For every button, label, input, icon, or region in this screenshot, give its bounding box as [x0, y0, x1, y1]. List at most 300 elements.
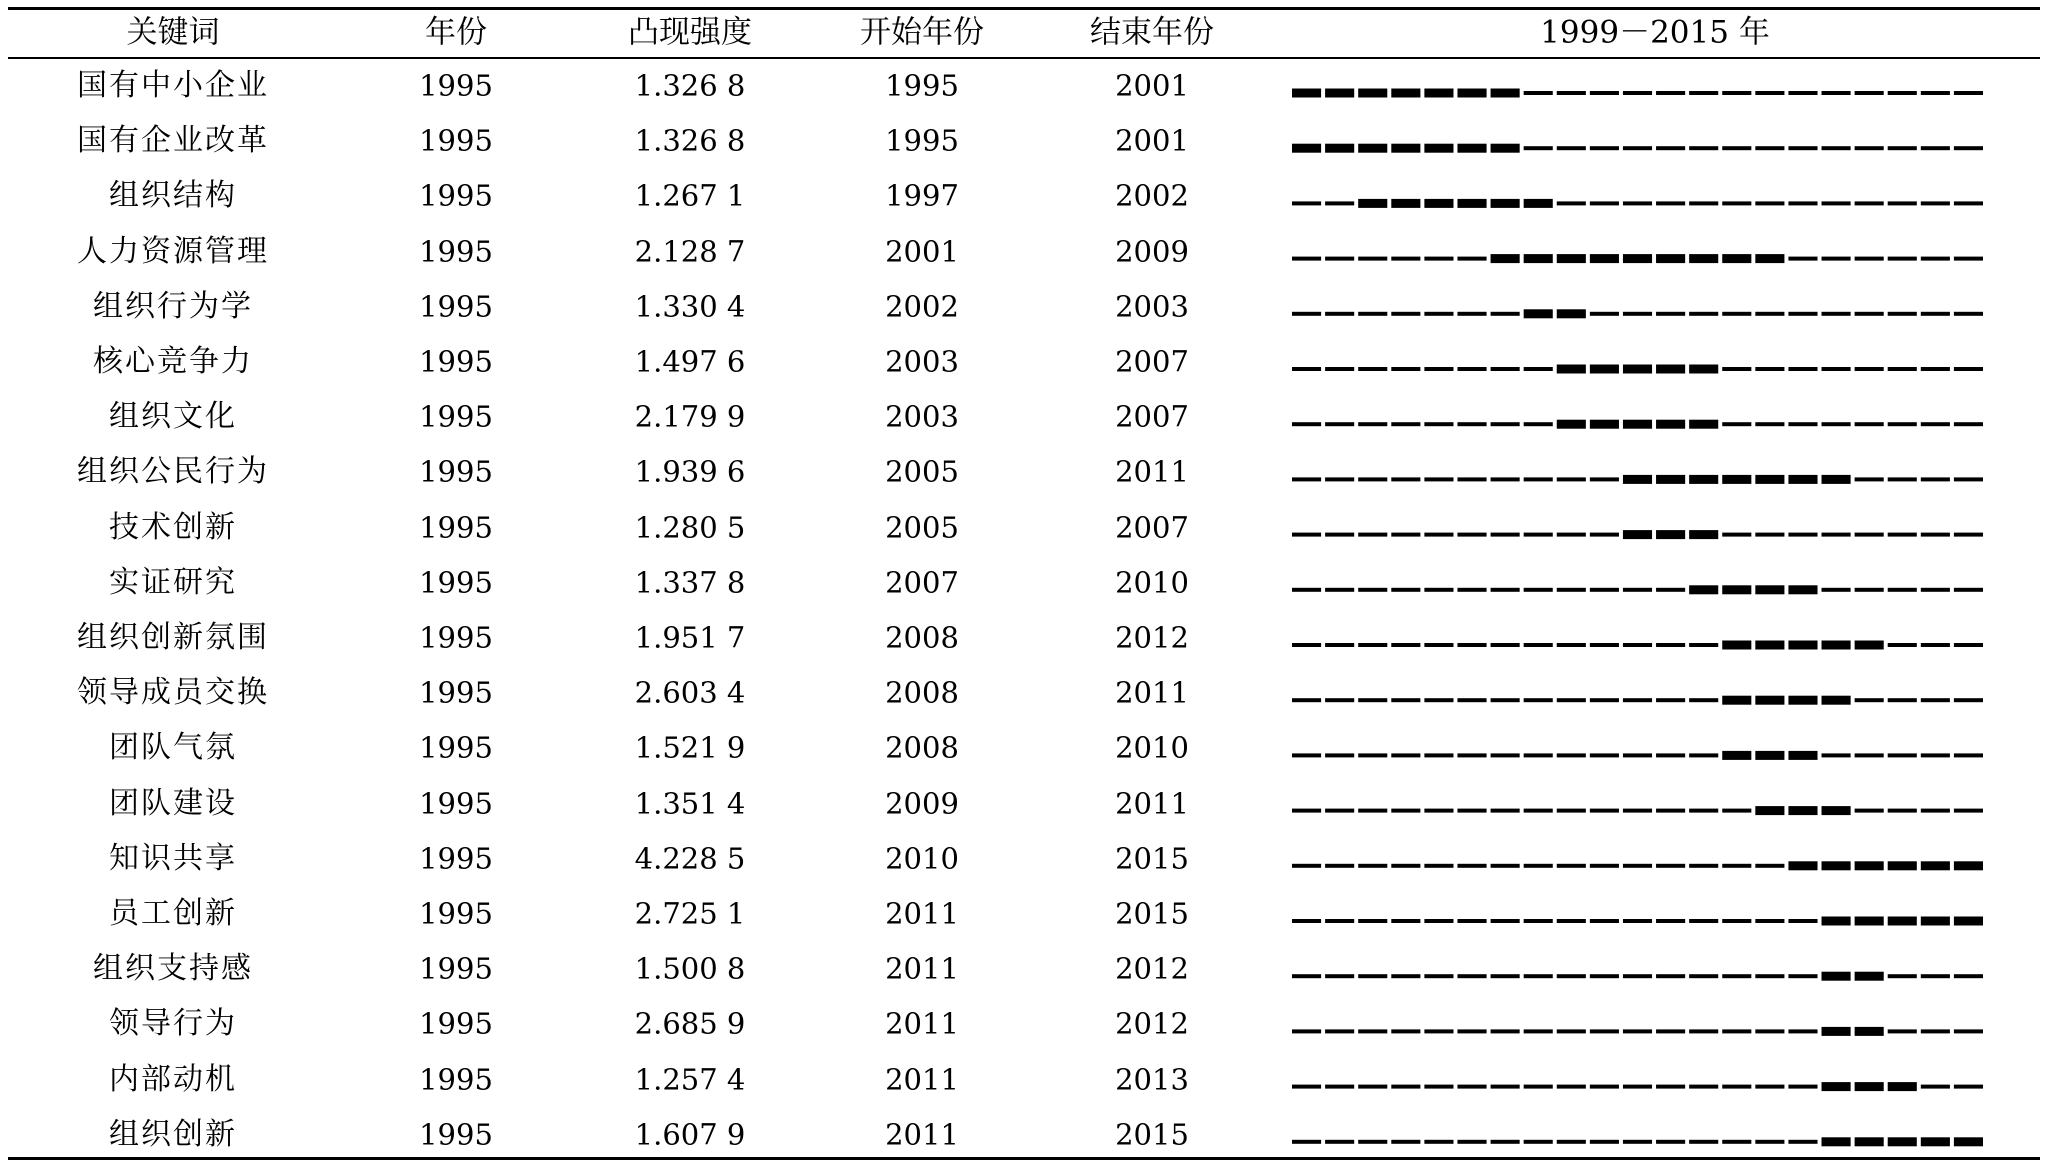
burst-inactive-segment: [1888, 146, 1917, 150]
burst-inactive-segment: [1590, 919, 1619, 923]
burst-inactive-segment: [1822, 257, 1851, 261]
burst-inactive-segment: [1358, 588, 1387, 592]
header-strength: 凸现强度: [628, 14, 752, 51]
burst-inactive-segment: [1656, 919, 1685, 923]
burst-inactive-segment: [1954, 477, 1983, 481]
burst-inactive-segment: [1491, 1085, 1520, 1089]
burst-inactive-segment: [1424, 312, 1453, 316]
burst-active-segment: [1855, 861, 1884, 870]
burst-inactive-segment: [1325, 312, 1354, 316]
table-bottom-rule: [8, 1157, 2040, 1160]
burst-inactive-segment: [1358, 257, 1387, 261]
burst-inactive-segment: [1590, 477, 1619, 481]
keyword-cell: 领导成员交换: [77, 675, 269, 711]
burst-inactive-segment: [1391, 809, 1420, 813]
burst-active-segment: [1755, 751, 1784, 760]
burst-inactive-segment: [1457, 588, 1486, 592]
burst-inactive-segment: [1491, 1140, 1520, 1144]
burst-inactive-segment: [1623, 919, 1652, 923]
burst-active-segment: [1391, 89, 1420, 98]
burst-inactive-segment: [1557, 477, 1586, 481]
burst-inactive-segment: [1822, 367, 1851, 371]
burst-inactive-segment: [1491, 477, 1520, 481]
burst-inactive-segment: [1921, 533, 1950, 537]
burst-inactive-segment: [1590, 974, 1619, 978]
burst-inactive-segment: [1855, 201, 1884, 205]
burst-inactive-segment: [1755, 367, 1784, 371]
burst-inactive-segment: [1855, 753, 1884, 757]
keyword-cell: 组织结构: [109, 178, 237, 214]
burst-inactive-segment: [1590, 753, 1619, 757]
burst-inactive-segment: [1457, 1029, 1486, 1033]
burst-inactive-segment: [1557, 146, 1586, 150]
burst-inactive-segment: [1888, 533, 1917, 537]
header-end-year: 结束年份: [1090, 14, 1214, 51]
strength-cell: 1.330 4: [634, 289, 746, 324]
burst-row: [1292, 199, 1983, 208]
burst-inactive-segment: [1590, 643, 1619, 647]
burst-inactive-segment: [1855, 809, 1884, 813]
burst-inactive-segment: [1325, 367, 1354, 371]
burst-active-segment: [1788, 861, 1817, 870]
burst-inactive-segment: [1325, 643, 1354, 647]
burst-inactive-segment: [1722, 919, 1751, 923]
burst-active-segment: [1855, 972, 1884, 981]
burst-active-segment: [1755, 585, 1784, 594]
burst-inactive-segment: [1888, 809, 1917, 813]
burst-inactive-segment: [1391, 919, 1420, 923]
burst-inactive-segment: [1623, 698, 1652, 702]
year-cell: 1995: [419, 510, 493, 545]
burst-inactive-segment: [1921, 422, 1950, 426]
burst-inactive-segment: [1822, 588, 1851, 592]
end-year-cell: 2001: [1115, 123, 1189, 158]
burst-inactive-segment: [1722, 974, 1751, 978]
burst-active-segment: [1722, 254, 1751, 263]
burst-inactive-segment: [1954, 422, 1983, 426]
burst-inactive-segment: [1325, 1140, 1354, 1144]
keyword-cell: 技术创新: [109, 509, 237, 545]
burst-inactive-segment: [1954, 257, 1983, 261]
burst-inactive-segment: [1424, 919, 1453, 923]
burst-inactive-segment: [1358, 533, 1387, 537]
burst-inactive-segment: [1656, 698, 1685, 702]
burst-row: [1292, 89, 1983, 98]
year-cell: 1995: [419, 675, 493, 710]
burst-active-segment: [1457, 199, 1486, 208]
burst-inactive-segment: [1491, 588, 1520, 592]
burst-active-segment: [1656, 475, 1685, 484]
burst-inactive-segment: [1457, 257, 1486, 261]
end-year-cell: 2007: [1115, 344, 1189, 379]
burst-inactive-segment: [1689, 753, 1718, 757]
burst-inactive-segment: [1358, 422, 1387, 426]
burst-inactive-segment: [1888, 91, 1917, 95]
burst-active-segment: [1292, 89, 1321, 98]
burst-inactive-segment: [1358, 974, 1387, 978]
end-year-cell: 2012: [1115, 951, 1189, 986]
keyword-cell: 员工创新: [109, 896, 237, 931]
burst-active-segment: [1557, 309, 1586, 318]
burst-active-segment: [1954, 1137, 1983, 1146]
burst-inactive-segment: [1954, 367, 1983, 371]
keyword-cell: 实证研究: [109, 564, 237, 600]
burst-active-segment: [1457, 89, 1486, 98]
burst-inactive-segment: [1457, 919, 1486, 923]
burst-inactive-segment: [1689, 809, 1718, 813]
burst-inactive-segment: [1491, 974, 1520, 978]
burst-active-segment: [1822, 641, 1851, 650]
burst-inactive-segment: [1788, 919, 1817, 923]
strength-cell: 1.521 9: [634, 730, 746, 765]
burst-inactive-segment: [1888, 698, 1917, 702]
burst-inactive-segment: [1855, 91, 1884, 95]
end-year-cell: 2015: [1115, 1117, 1189, 1152]
burst-inactive-segment: [1524, 698, 1553, 702]
burst-active-segment: [1491, 254, 1520, 263]
burst-inactive-segment: [1325, 422, 1354, 426]
burst-inactive-segment: [1689, 201, 1718, 205]
burst-inactive-segment: [1524, 919, 1553, 923]
burst-inactive-segment: [1656, 1029, 1685, 1033]
burst-row: [1292, 254, 1983, 263]
burst-inactive-segment: [1524, 864, 1553, 868]
burst-inactive-segment: [1424, 422, 1453, 426]
burst-active-segment: [1755, 696, 1784, 705]
burst-inactive-segment: [1491, 533, 1520, 537]
end-year-cell: 2012: [1115, 620, 1189, 655]
burst-inactive-segment: [1524, 422, 1553, 426]
begin-year-cell: 2011: [885, 1117, 959, 1152]
burst-inactive-segment: [1689, 1029, 1718, 1033]
year-cell: 1995: [419, 68, 493, 103]
burst-inactive-segment: [1954, 753, 1983, 757]
burst-inactive-segment: [1590, 1085, 1619, 1089]
burst-active-segment: [1822, 861, 1851, 870]
strength-cell: 1.500 8: [634, 951, 746, 986]
burst-inactive-segment: [1424, 643, 1453, 647]
burst-active-segment: [1855, 1137, 1884, 1146]
burst-inactive-segment: [1755, 919, 1784, 923]
burst-active-segment: [1788, 751, 1817, 760]
begin-year-cell: 2011: [885, 1062, 959, 1097]
burst-active-segment: [1855, 1082, 1884, 1091]
burst-active-segment: [1590, 365, 1619, 374]
burst-inactive-segment: [1457, 1085, 1486, 1089]
burst-inactive-segment: [1292, 588, 1321, 592]
burst-inactive-segment: [1954, 1029, 1983, 1033]
burst-inactive-segment: [1855, 146, 1884, 150]
begin-year-cell: 2005: [885, 510, 959, 545]
burst-inactive-segment: [1788, 1029, 1817, 1033]
burst-inactive-segment: [1358, 753, 1387, 757]
strength-cell: 1.939 6: [634, 454, 746, 489]
burst-inactive-segment: [1755, 312, 1784, 316]
burst-row: [1292, 1082, 1983, 1091]
end-year-cell: 2003: [1115, 289, 1189, 324]
burst-inactive-segment: [1855, 312, 1884, 316]
burst-active-segment: [1888, 1137, 1917, 1146]
burst-inactive-segment: [1954, 698, 1983, 702]
burst-inactive-segment: [1325, 533, 1354, 537]
end-year-cell: 2001: [1115, 68, 1189, 103]
burst-active-segment: [1292, 144, 1321, 153]
year-cell: 1995: [419, 951, 493, 986]
burst-inactive-segment: [1689, 91, 1718, 95]
burst-inactive-segment: [1590, 809, 1619, 813]
burst-inactive-segment: [1557, 201, 1586, 205]
burst-inactive-segment: [1722, 367, 1751, 371]
burst-row: [1292, 972, 1983, 981]
burst-active-segment: [1722, 475, 1751, 484]
burst-inactive-segment: [1755, 533, 1784, 537]
burst-row: [1292, 420, 1983, 429]
burst-inactive-segment: [1755, 1085, 1784, 1089]
burst-inactive-segment: [1722, 809, 1751, 813]
burst-inactive-segment: [1954, 533, 1983, 537]
burst-inactive-segment: [1358, 864, 1387, 868]
keyword-cell: 组织公民行为: [77, 454, 269, 490]
burst-inactive-segment: [1557, 864, 1586, 868]
burst-inactive-segment: [1888, 422, 1917, 426]
burst-inactive-segment: [1656, 588, 1685, 592]
burst-active-segment: [1722, 696, 1751, 705]
begin-year-cell: 2005: [885, 454, 959, 489]
burst-inactive-segment: [1424, 753, 1453, 757]
burst-inactive-segment: [1921, 753, 1950, 757]
burst-active-segment: [1888, 1082, 1917, 1091]
burst-inactive-segment: [1656, 312, 1685, 316]
burst-inactive-segment: [1623, 1140, 1652, 1144]
burst-inactive-segment: [1855, 422, 1884, 426]
strength-cell: 2.685 9: [634, 1006, 746, 1041]
burst-inactive-segment: [1656, 974, 1685, 978]
burst-inactive-segment: [1954, 91, 1983, 95]
burst-inactive-segment: [1391, 477, 1420, 481]
table-top-rule: [8, 7, 2040, 10]
burst-inactive-segment: [1788, 257, 1817, 261]
burst-active-segment: [1623, 530, 1652, 539]
burst-inactive-segment: [1623, 201, 1652, 205]
year-cell: 1995: [419, 730, 493, 765]
burst-inactive-segment: [1888, 643, 1917, 647]
burst-active-segment: [1755, 475, 1784, 484]
burst-active-segment: [1788, 585, 1817, 594]
burst-active-segment: [1557, 420, 1586, 429]
burst-inactive-segment: [1358, 1029, 1387, 1033]
burst-inactive-segment: [1590, 201, 1619, 205]
burst-inactive-segment: [1722, 146, 1751, 150]
burst-active-segment: [1689, 420, 1718, 429]
burst-inactive-segment: [1358, 312, 1387, 316]
burst-row: [1292, 585, 1983, 594]
burst-inactive-segment: [1358, 643, 1387, 647]
end-year-cell: 2011: [1115, 454, 1189, 489]
burst-inactive-segment: [1921, 974, 1950, 978]
burst-inactive-segment: [1325, 201, 1354, 205]
burst-active-segment: [1590, 254, 1619, 263]
strength-cell: 1.337 8: [634, 565, 746, 600]
burst-inactive-segment: [1557, 753, 1586, 757]
burst-inactive-segment: [1491, 643, 1520, 647]
year-cell: 1995: [419, 1117, 493, 1152]
strength-cell: 2.128 7: [634, 234, 746, 269]
burst-active-segment: [1822, 696, 1851, 705]
burst-inactive-segment: [1457, 477, 1486, 481]
year-cell: 1995: [419, 620, 493, 655]
burst-inactive-segment: [1292, 1085, 1321, 1089]
burst-row: [1292, 530, 1983, 539]
burst-inactive-segment: [1424, 477, 1453, 481]
burst-row: [1292, 1027, 1983, 1036]
burst-inactive-segment: [1457, 422, 1486, 426]
burst-inactive-segment: [1855, 367, 1884, 371]
burst-row: [1292, 475, 1983, 484]
burst-active-segment: [1788, 475, 1817, 484]
keyword-cell: 组织行为学: [93, 288, 253, 324]
keyword-cell: 组织支持感: [93, 951, 253, 987]
burst-inactive-segment: [1524, 1029, 1553, 1033]
burst-inactive-segment: [1292, 257, 1321, 261]
strength-cell: 1.267 1: [634, 178, 746, 213]
burst-active-segment: [1656, 530, 1685, 539]
burst-inactive-segment: [1623, 643, 1652, 647]
burst-active-segment: [1358, 89, 1387, 98]
end-year-cell: 2011: [1115, 786, 1189, 821]
burst-inactive-segment: [1921, 477, 1950, 481]
burst-inactive-segment: [1457, 312, 1486, 316]
burst-active-segment: [1623, 475, 1652, 484]
burst-inactive-segment: [1292, 533, 1321, 537]
burst-inactive-segment: [1788, 201, 1817, 205]
strength-cell: 2.179 9: [634, 399, 746, 434]
burst-inactive-segment: [1788, 91, 1817, 95]
burst-inactive-segment: [1557, 533, 1586, 537]
strength-cell: 1.351 4: [634, 786, 746, 821]
burst-inactive-segment: [1656, 643, 1685, 647]
year-cell: 1995: [419, 565, 493, 600]
burst-inactive-segment: [1689, 1140, 1718, 1144]
burst-inactive-segment: [1656, 146, 1685, 150]
burst-inactive-segment: [1656, 864, 1685, 868]
burst-active-segment: [1524, 309, 1553, 318]
burst-inactive-segment: [1524, 809, 1553, 813]
burst-active-segment: [1689, 530, 1718, 539]
burst-inactive-segment: [1424, 974, 1453, 978]
burst-inactive-segment: [1623, 91, 1652, 95]
burst-inactive-segment: [1325, 1085, 1354, 1089]
burst-inactive-segment: [1788, 146, 1817, 150]
burst-inactive-segment: [1524, 753, 1553, 757]
burst-inactive-segment: [1491, 312, 1520, 316]
burst-inactive-segment: [1689, 974, 1718, 978]
burst-inactive-segment: [1623, 312, 1652, 316]
burst-active-segment: [1656, 420, 1685, 429]
burst-inactive-segment: [1292, 1029, 1321, 1033]
begin-year-cell: 1995: [885, 123, 959, 158]
keyword-cell: 国有中小企业: [77, 68, 269, 103]
burst-inactive-segment: [1755, 201, 1784, 205]
burst-active-segment: [1391, 144, 1420, 153]
end-year-cell: 2015: [1115, 841, 1189, 876]
burst-inactive-segment: [1457, 809, 1486, 813]
burst-inactive-segment: [1391, 312, 1420, 316]
burst-inactive-segment: [1325, 809, 1354, 813]
header-timeline: 1999－2015 年: [1540, 14, 1770, 51]
burst-active-segment: [1888, 861, 1917, 870]
burst-inactive-segment: [1722, 1085, 1751, 1089]
burst-inactive-segment: [1689, 919, 1718, 923]
burst-inactive-segment: [1689, 1085, 1718, 1089]
burst-inactive-segment: [1855, 257, 1884, 261]
burst-active-segment: [1921, 861, 1950, 870]
burst-inactive-segment: [1921, 367, 1950, 371]
burst-inactive-segment: [1954, 312, 1983, 316]
burst-inactive-segment: [1557, 643, 1586, 647]
burst-inactive-segment: [1557, 1085, 1586, 1089]
burst-row: [1292, 309, 1983, 318]
burst-inactive-segment: [1788, 1140, 1817, 1144]
burst-inactive-segment: [1722, 1140, 1751, 1144]
burst-inactive-segment: [1855, 533, 1884, 537]
strength-cell: 1.607 9: [634, 1117, 746, 1152]
burst-inactive-segment: [1689, 698, 1718, 702]
burst-inactive-segment: [1491, 809, 1520, 813]
burst-inactive-segment: [1292, 312, 1321, 316]
burst-inactive-segment: [1954, 809, 1983, 813]
burst-active-segment: [1822, 1027, 1851, 1036]
header-begin-year: 开始年份: [860, 14, 984, 51]
burst-inactive-segment: [1557, 91, 1586, 95]
burst-inactive-segment: [1424, 367, 1453, 371]
burst-active-segment: [1788, 696, 1817, 705]
burst-inactive-segment: [1557, 809, 1586, 813]
burst-inactive-segment: [1292, 809, 1321, 813]
burst-active-segment: [1524, 254, 1553, 263]
burst-inactive-segment: [1822, 753, 1851, 757]
burst-inactive-segment: [1325, 257, 1354, 261]
burst-inactive-segment: [1491, 864, 1520, 868]
year-cell: 1995: [419, 786, 493, 821]
burst-inactive-segment: [1424, 698, 1453, 702]
burst-active-segment: [1689, 365, 1718, 374]
burst-active-segment: [1557, 365, 1586, 374]
burst-row: [1292, 144, 1983, 153]
year-cell: 1995: [419, 1062, 493, 1097]
burst-inactive-segment: [1524, 91, 1553, 95]
strength-cell: 4.228 5: [634, 841, 746, 876]
burst-active-segment: [1623, 365, 1652, 374]
year-cell: 1995: [419, 896, 493, 931]
burst-active-segment: [1722, 751, 1751, 760]
burst-inactive-segment: [1325, 919, 1354, 923]
burst-inactive-segment: [1888, 753, 1917, 757]
burst-inactive-segment: [1656, 1085, 1685, 1089]
year-cell: 1995: [419, 1006, 493, 1041]
burst-inactive-segment: [1722, 864, 1751, 868]
burst-inactive-segment: [1921, 588, 1950, 592]
burst-inactive-segment: [1557, 588, 1586, 592]
burst-inactive-segment: [1524, 367, 1553, 371]
strength-cell: 1.257 4: [634, 1062, 746, 1097]
burst-active-segment: [1457, 144, 1486, 153]
burst-inactive-segment: [1755, 1029, 1784, 1033]
burst-row: [1292, 365, 1983, 374]
burst-inactive-segment: [1888, 1029, 1917, 1033]
burst-active-segment: [1623, 420, 1652, 429]
burst-inactive-segment: [1855, 588, 1884, 592]
begin-year-cell: 2010: [885, 841, 959, 876]
